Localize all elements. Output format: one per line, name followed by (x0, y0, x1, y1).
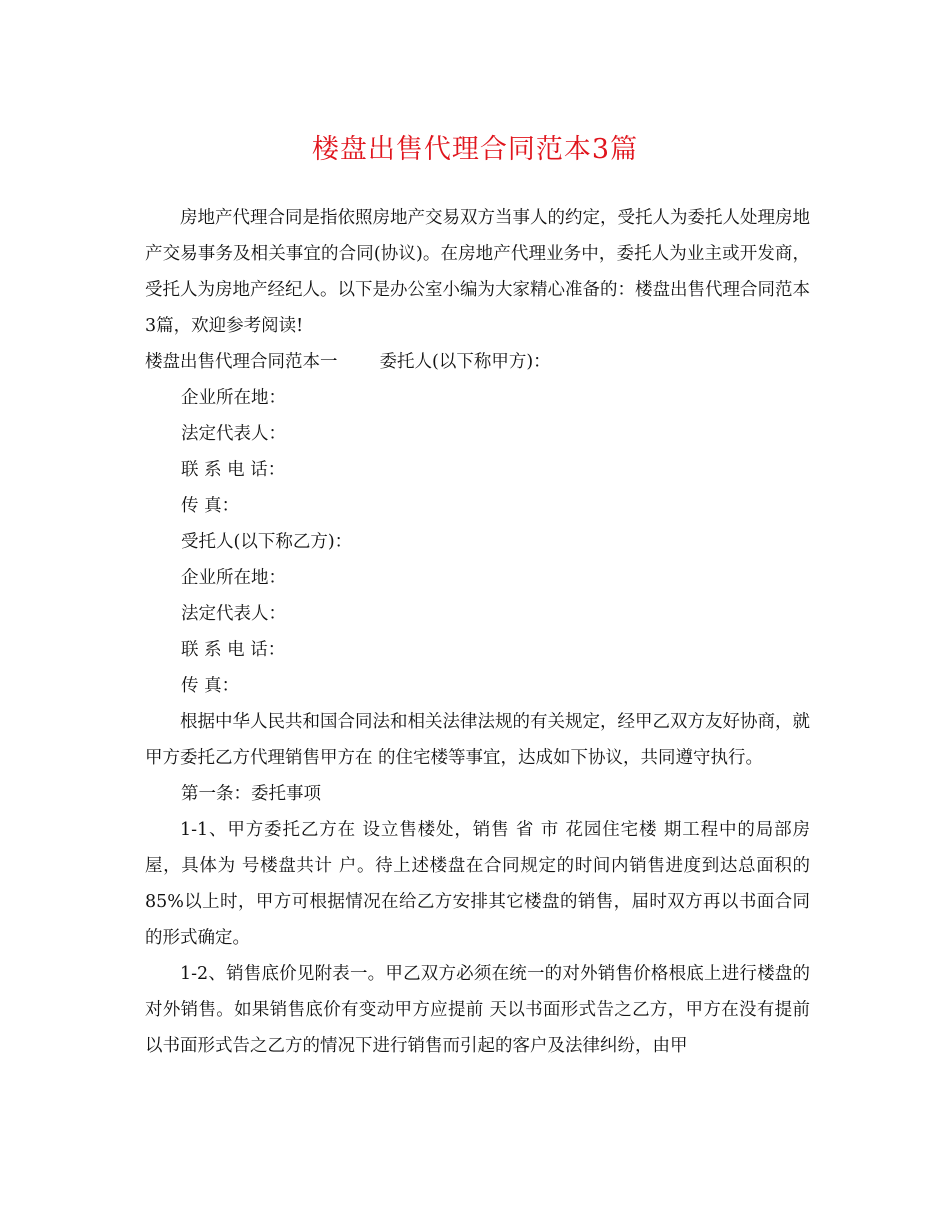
party-a-label: 委托人(以下称甲方)： (379, 352, 551, 372)
party-b-representative: 法定代表人： (181, 604, 286, 624)
party-b-phone: 联 系 电 话： (181, 640, 286, 660)
party-b-label: 受托人(以下称乙方)： (181, 532, 353, 552)
party-a-representative: 法定代表人： (181, 424, 286, 444)
article-one-heading: 第一条：委托事项 (181, 784, 321, 804)
clause-1-2: 1-2、销售底价见附表一。甲乙双方必须在统一的对外销售价格根底上进行楼盘的对外销售。如果销售底价有变动甲方应提前 天以书面形式告之乙方，甲方在没有提前以书面形式告之乙方的情况下进行销售而引起的客户及法律纠纷，由甲 (145, 964, 810, 1056)
intro-paragraph: 房地产代理合同是指依照房地产交易双方当事人的约定，受托人为委托人处理房地产交易事务及相关事宜的合同(协议)。在房地产代理业务中，委托人为业主或开发商，受托人为房地产经纪人。以下是办公室小编为大家精心准备的：楼盘出售代理合同范本3篇，欢迎参考阅读! (145, 208, 810, 336)
clause-1-1: 1-1、甲方委托乙方在 设立售楼处，销售 省 市 花园住宅楼 期工程中的局部房屋，具体为 号楼盘共计 户。待上述楼盘在合同规定的时间内销售进度到达总面积的85%以上时，甲方可根据情况在给乙方安排其它楼盘的销售，届时双方再以书面合同的形式确定。 (145, 820, 810, 948)
sample-one-heading-line (145, 344, 810, 380)
party-a-fax: 传 真： (181, 496, 240, 516)
document-title: 楼盘出售代理合同范本3篇 (311, 134, 639, 165)
sample-one-heading: 楼盘出售代理合同范本一 (145, 352, 338, 372)
party-b-address: 企业所在地： (181, 568, 286, 588)
preamble-paragraph: 根据中华人民共和国合同法和相关法律法规的有关规定，经甲乙双方友好协商，就甲方委托乙方代理销售甲方在 的住宅楼等事宜，达成如下协议，共同遵守执行。 (145, 712, 810, 768)
party-a-address: 企业所在地： (181, 388, 286, 408)
party-b-fax: 传 真： (181, 676, 240, 696)
party-a-phone: 联 系 电 话： (181, 460, 286, 480)
document-body (145, 200, 810, 1064)
